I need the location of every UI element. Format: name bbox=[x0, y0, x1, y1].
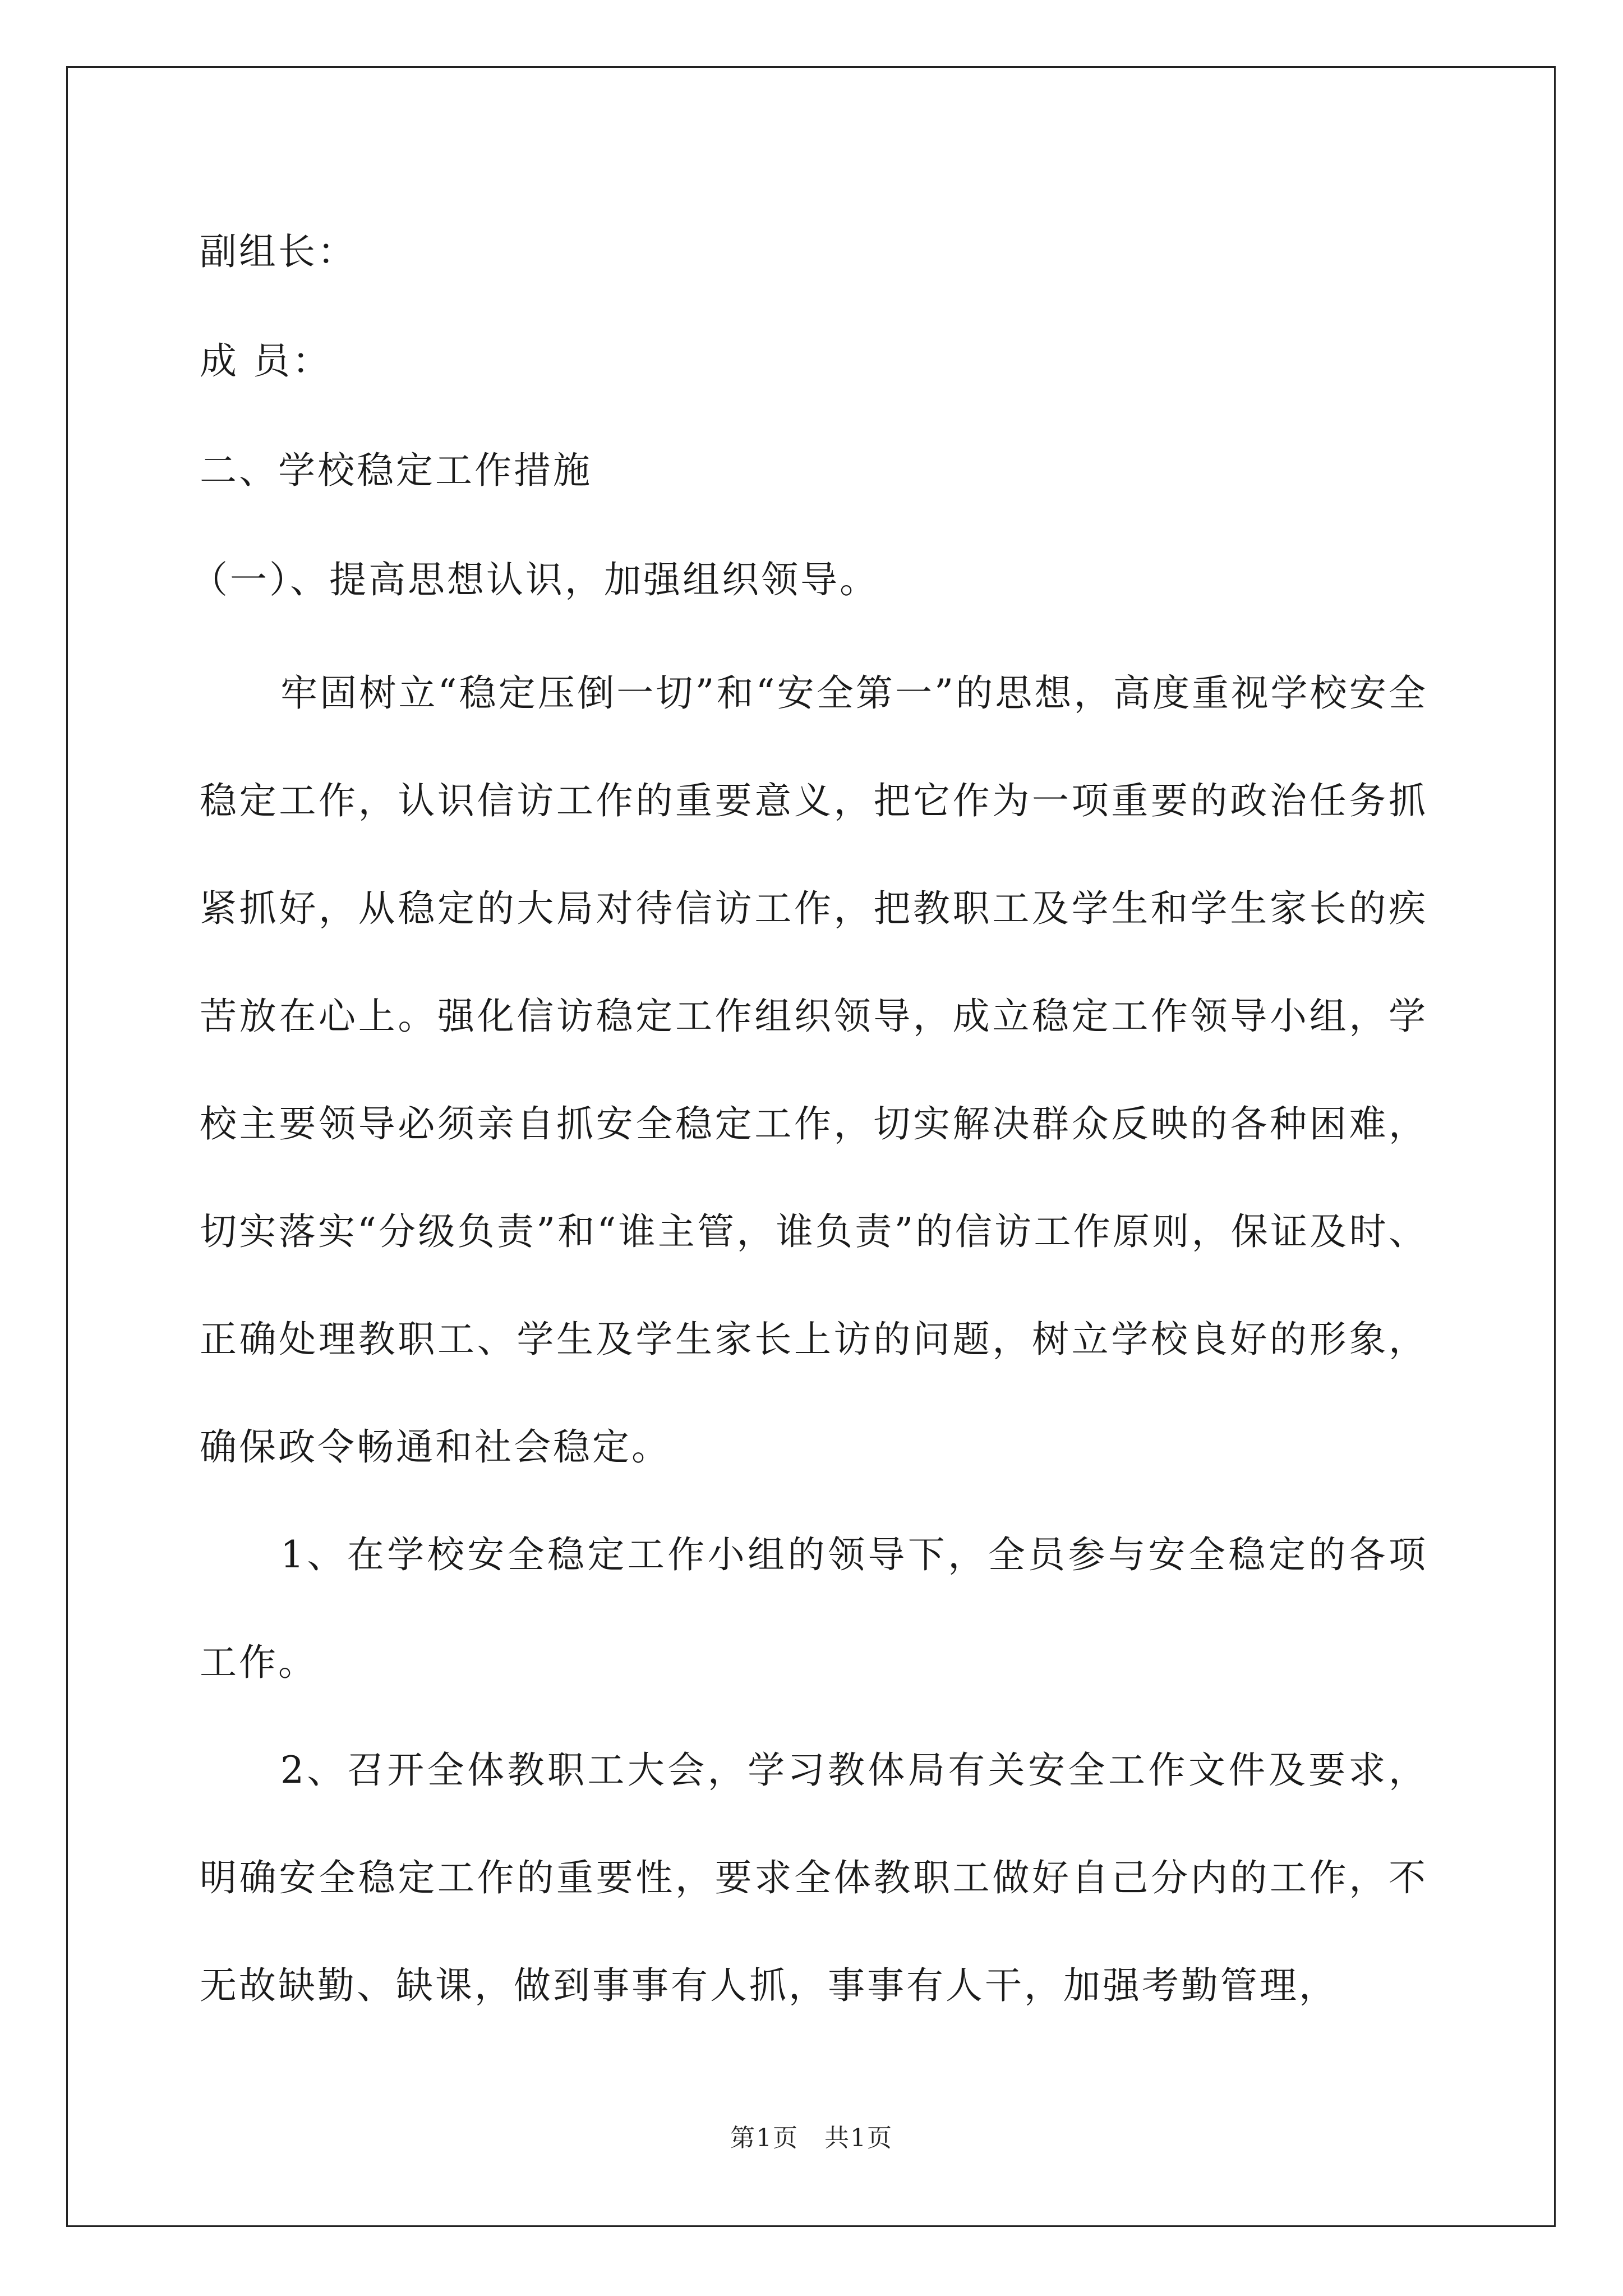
members-line: 成 员： bbox=[200, 339, 331, 383]
subsection-heading: （一）、提高思想认识，加强组织领导。 bbox=[191, 558, 879, 601]
paragraph-item-1: 1、在学校安全稳定工作小组的领导下，全员参与安全稳定的各项工作。 bbox=[200, 1533, 1428, 1684]
section-heading: 二、学校稳定工作措施 bbox=[200, 449, 592, 492]
document-body bbox=[200, 639, 1428, 2040]
paragraph-item-2: 2、召开全体教职工大会，学习教体局有关安全工作文件及要求，明确安全稳定工作的重要性，要求全体教职工做好自己分内的工作，不无故缺勤、缺课，做到事事有人抓，事事有人干，加强考勤管理， bbox=[200, 1749, 1428, 2007]
vice-leader-line: 副组长： bbox=[200, 230, 357, 273]
paragraph-stability: 牢固树立“稳定压倒一切”和“安全第一”的思想，高度重视学校安全稳定工作，认识信访工作的重要意义，把它作为一项重要的政治任务抓紧抓好，从稳定的大局对待信访工作，把教职工及学生和学生家长的疾苦放在心上。强化信访稳定工作组织领导，成立稳定工作领导小组，学校主要领导必须亲自抓安全稳定工作，切实解决群众反映的各种困难，切实落实“分级负责”和“谁主管，谁负责”的信访工作原则，保证及时、正确处理教职工、学生及学生家长上访的问题，树立学校良好的形象，确保政令畅通和社会稳定。 bbox=[200, 671, 1428, 1469]
page-footer: 第1页 共1页 bbox=[730, 2124, 893, 2152]
